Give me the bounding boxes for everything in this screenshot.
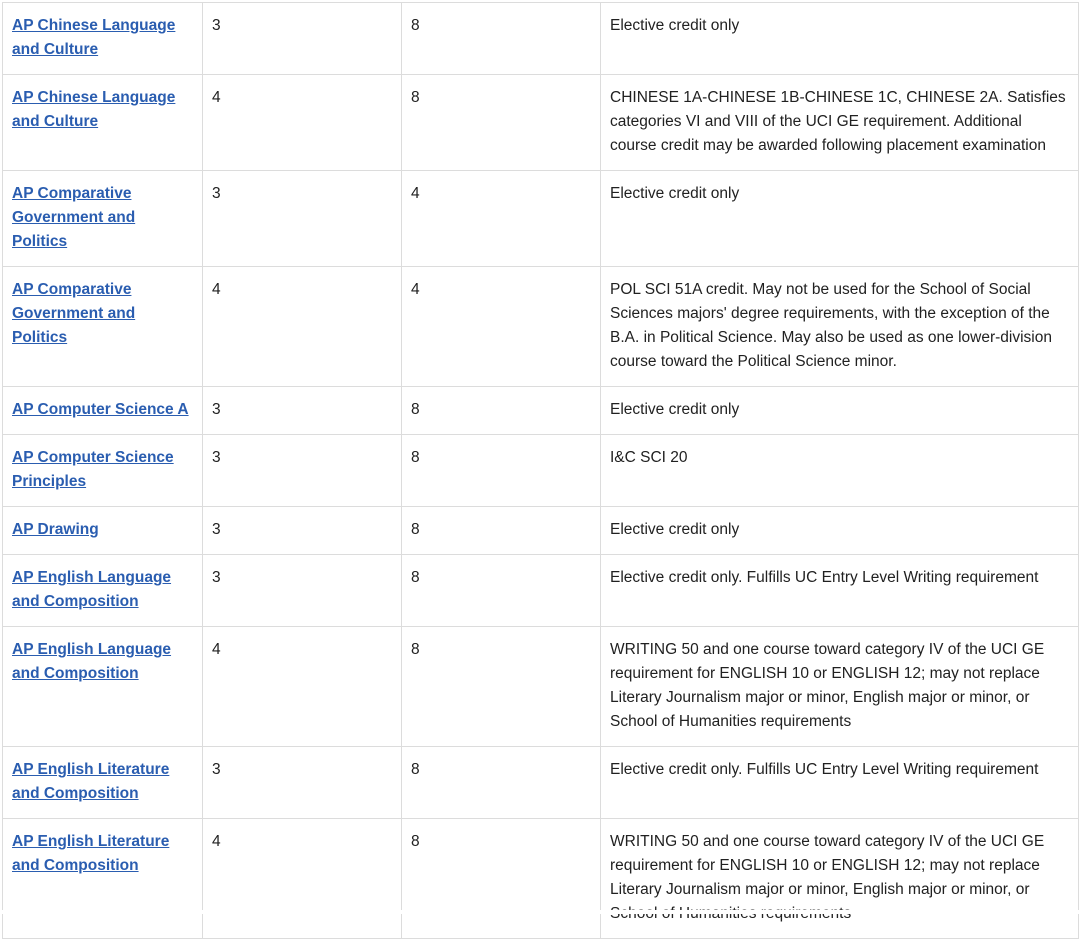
exam-link[interactable]: AP English Literature and Composition [12,833,170,874]
units-cell: 8 [402,627,601,747]
credit-cell: WRITING 50 and one course toward category IV of the UCI GE requirement for ENGLISH 10 or ENGLISH 12; may not replace Literary Journalism major or minor, English major or minor, or [601,819,1079,939]
table-row [3,387,1079,435]
exam-link[interactable]: AP Chinese Language and Culture [12,89,176,130]
credit-cell: WRITING 50 and one course toward category IV of the UCI GE requirement for ENGLISH 10 or ENGLISH 12; may not replace Literary Journalism major or minor, English major or minor, or School of Humanities requirements [601,627,1079,747]
score-cell: 3 [203,387,402,435]
score-cell: 3 [203,435,402,507]
credit-cell: Elective credit only. Fulfills UC Entry Level Writing requirement [601,747,1079,819]
score-cell: 3 [203,747,402,819]
credit-cell: Elective credit only [601,507,1079,555]
table-row [3,75,1079,171]
credit-cell: Elective credit only [601,387,1079,435]
exam-link[interactable]: AP Comparative Government and Politics [12,185,136,250]
exam-link[interactable]: AP Computer Science A [12,401,189,418]
exam-link[interactable]: AP Chinese Language and Culture [12,17,176,58]
score-cell: 4 [203,819,402,939]
credit-cell: Elective credit only. Fulfills UC Entry Level Writing requirement [601,555,1079,627]
exam-cell [3,171,203,267]
units-cell: 8 [402,555,601,627]
exam-link[interactable]: AP English Language and Composition [12,569,172,610]
credit-cell: Elective credit only [601,171,1079,267]
score-cell: 4 [203,627,402,747]
viewport-edge [0,910,1080,914]
credit-cell: POL SCI 51A credit. May not be used for the School of Social Sciences majors' degree requirements, with the exception of the B.A. in Political Science. May also be used as one lower-division course toward the Political Science minor. [601,267,1079,387]
exam-cell [3,507,203,555]
score-cell: 3 [203,171,402,267]
exam-link[interactable]: AP English Language and Composition [12,641,172,682]
exam-cell [3,387,203,435]
table-row [3,819,1079,939]
table-row [3,507,1079,555]
units-cell: 8 [402,819,601,939]
exam-link[interactable]: AP Computer Science Principles [12,449,174,490]
table-row [3,3,1079,75]
units-cell: 8 [402,507,601,555]
score-cell: 3 [203,3,402,75]
score-cell: 4 [203,267,402,387]
table-row [3,555,1079,627]
table-row [3,627,1079,747]
table-row [3,435,1079,507]
units-cell: 8 [402,747,601,819]
exam-cell [3,267,203,387]
exam-cell [3,819,203,939]
units-cell: 8 [402,3,601,75]
units-cell: 8 [402,387,601,435]
credit-cell: I&C SCI 20 [601,435,1079,507]
exam-cell [3,75,203,171]
score-cell: 4 [203,75,402,171]
exam-link[interactable]: AP Comparative Government and Politics [12,281,136,346]
units-cell: 8 [402,75,601,171]
table-row [3,267,1079,387]
table-row [3,171,1079,267]
ap-credit-table [2,2,1079,939]
score-cell: 3 [203,507,402,555]
exam-link[interactable]: AP English Literature and Composition [12,761,170,802]
exam-cell [3,3,203,75]
units-cell: 4 [402,267,601,387]
exam-cell [3,747,203,819]
credit-cell: CHINESE 1A-CHINESE 1B-CHINESE 1C, CHINESE 2A. Satisfies categories VI and VIII of the UCI GE requirement. Additional course credit may be awarded following placement examination [601,75,1079,171]
table-row [3,747,1079,819]
credit-cell: Elective credit only [601,3,1079,75]
units-cell: 8 [402,435,601,507]
score-cell: 3 [203,555,402,627]
exam-cell [3,627,203,747]
table-body [3,3,1079,939]
units-cell: 4 [402,171,601,267]
exam-link[interactable]: AP Drawing [12,521,99,538]
exam-cell [3,555,203,627]
exam-cell [3,435,203,507]
